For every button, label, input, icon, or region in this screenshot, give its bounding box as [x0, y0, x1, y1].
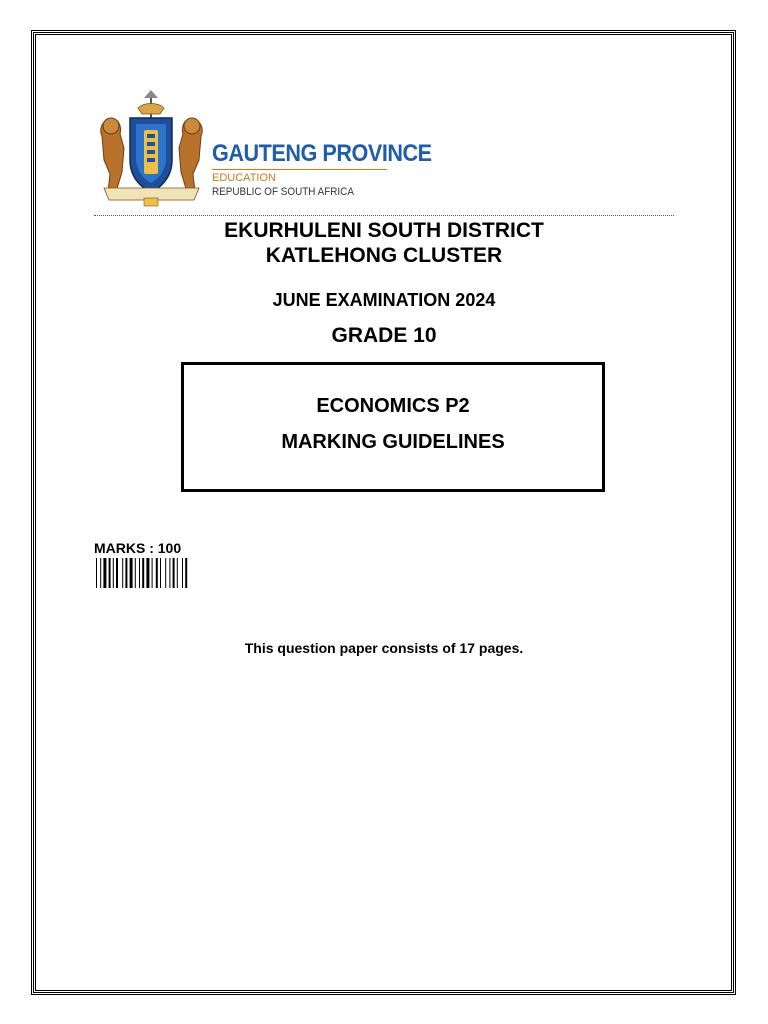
cluster-heading: KATLEHONG CLUSTER: [265, 244, 503, 267]
total-marks: MARKS : 100: [94, 540, 182, 556]
header-divider: [94, 215, 674, 216]
logo-department: EDUCATION: [212, 172, 276, 184]
barcode-icon: [96, 558, 216, 588]
page-count-note: This question paper consists of 17 pages.: [244, 640, 524, 656]
grade-heading: GRADE 10: [331, 324, 437, 347]
subject-title: ECONOMICS P2: [316, 395, 470, 417]
logo-title: GAUTENG PROVINCE: [212, 140, 432, 167]
logo-country: REPUBLIC OF SOUTH AFRICA: [212, 186, 354, 198]
gauteng-logo: [94, 88, 432, 212]
subject-box: [181, 362, 605, 492]
exam-heading: JUNE EXAMINATION 2024: [272, 290, 496, 310]
coat-of-arms-icon: [94, 88, 209, 212]
district-heading: EKURHULENI SOUTH DISTRICT: [224, 219, 544, 242]
logo-divider: [212, 169, 387, 170]
document-type: MARKING GUIDELINES: [281, 431, 505, 453]
